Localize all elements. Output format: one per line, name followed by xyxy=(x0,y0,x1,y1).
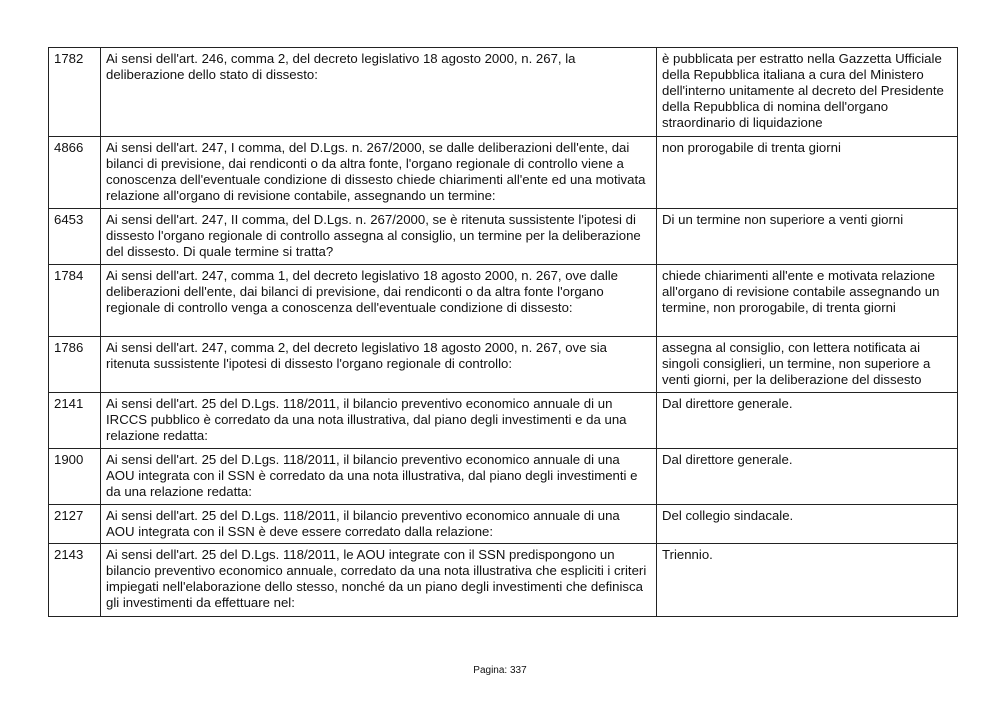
page-number: Pagina: 337 xyxy=(473,665,527,676)
question-text: Ai sensi dell'art. 247, comma 2, del decreto legislativo 18 agosto 2000, n. 267, ove sia ritenuta sussistente l'ipotesi di dissesto l'organo regionale di controllo: xyxy=(101,337,657,393)
question-text: Ai sensi dell'art. 25 del D.Lgs. 118/2011, il bilancio preventivo economico annuale di una AOU integrata con il SSN è corredato da una nota illustrativa, dal piano degli investimenti e da una relazione redatta: xyxy=(101,449,657,505)
answer-text: Triennio. xyxy=(657,544,958,617)
quiz-table-container xyxy=(48,47,957,617)
table-row xyxy=(49,265,958,337)
question-text: Ai sensi dell'art. 25 del D.Lgs. 118/2011, il bilancio preventivo economico annuale di una AOU integrata con il SSN è deve essere corredato dalla relazione: xyxy=(101,505,657,544)
question-id: 1900 xyxy=(49,449,101,505)
question-text: Ai sensi dell'art. 247, II comma, del D.Lgs. n. 267/2000, se è ritenuta sussistente l'ipotesi di dissesto l'organo regionale di controllo assegna al consiglio, un termine per la deliberazione del dissesto. Di quale termine si tratta? xyxy=(101,209,657,265)
question-text: Ai sensi dell'art. 247, comma 1, del decreto legislativo 18 agosto 2000, n. 267, ove dalle deliberazioni dell'ente, dai bilanci di previsione, dai rendiconti o da altra fonte l'organo regionale di controllo venga a conoscenza dell'eventuale condizione di dissesto: xyxy=(101,265,657,337)
question-id: 1786 xyxy=(49,337,101,393)
question-id: 1784 xyxy=(49,265,101,337)
question-text: Ai sensi dell'art. 246, comma 2, del decreto legislativo 18 agosto 2000, n. 267, la deliberazione dello stato di dissesto: xyxy=(101,48,657,137)
answer-text: Dal direttore generale. xyxy=(657,449,958,505)
answer-text: Di un termine non superiore a venti giorni xyxy=(657,209,958,265)
question-id: 2127 xyxy=(49,505,101,544)
question-text: Ai sensi dell'art. 25 del D.Lgs. 118/2011, le AOU integrate con il SSN predispongono un bilancio preventivo economico annuale, corredato da una nota illustrativa che espliciti i criteri impiegati nell'elaborazione dello stesso, nonché da un piano degli investimenti che definisca gli investimenti da effettuare nel: xyxy=(101,544,657,617)
answer-text: è pubblicata per estratto nella Gazzetta Ufficiale della Repubblica italiana a cura del Ministero dell'interno unitamente al decreto del Presidente della Repubblica di nomina dell'organo straordinario di liquidazione xyxy=(657,48,958,137)
table-row xyxy=(49,209,958,265)
question-text: Ai sensi dell'art. 247, I comma, del D.Lgs. n. 267/2000, se dalle deliberazioni dell'ente, dai bilanci di previsione, dai rendiconti o da altra fonte, l'organo regionale di controllo viene a conoscenza dell'eventuale condizione di dissesto chiede chiarimenti all'ente ed una motivata relazione all'organo di revisione contabile, assegnando un termine: xyxy=(101,137,657,209)
answer-text: Dal direttore generale. xyxy=(657,393,958,449)
question-id: 6453 xyxy=(49,209,101,265)
table-row xyxy=(49,449,958,505)
table-row xyxy=(49,48,958,137)
answer-text: assegna al consiglio, con lettera notificata ai singoli consiglieri, un termine, non superiore a venti giorni, per la deliberazione del dissesto xyxy=(657,337,958,393)
table-row xyxy=(49,393,958,449)
question-id: 4866 xyxy=(49,137,101,209)
table-row xyxy=(49,137,958,209)
question-id: 1782 xyxy=(49,48,101,137)
answer-text: non prorogabile di trenta giorni xyxy=(657,137,958,209)
question-text: Ai sensi dell'art. 25 del D.Lgs. 118/2011, il bilancio preventivo economico annuale di un IRCCS pubblico è corredato da una nota illustrativa, dal piano degli investimenti e da una relazione redatta: xyxy=(101,393,657,449)
question-id: 2141 xyxy=(49,393,101,449)
answer-text: chiede chiarimenti all'ente e motivata relazione all'organo di revisione contabile assegnando un termine, non prorogabile, di trenta giorni xyxy=(657,265,958,337)
quiz-table xyxy=(48,47,958,617)
table-row xyxy=(49,544,958,617)
answer-text: Del collegio sindacale. xyxy=(657,505,958,544)
question-id: 2143 xyxy=(49,544,101,617)
table-row xyxy=(49,505,958,544)
table-row xyxy=(49,337,958,393)
